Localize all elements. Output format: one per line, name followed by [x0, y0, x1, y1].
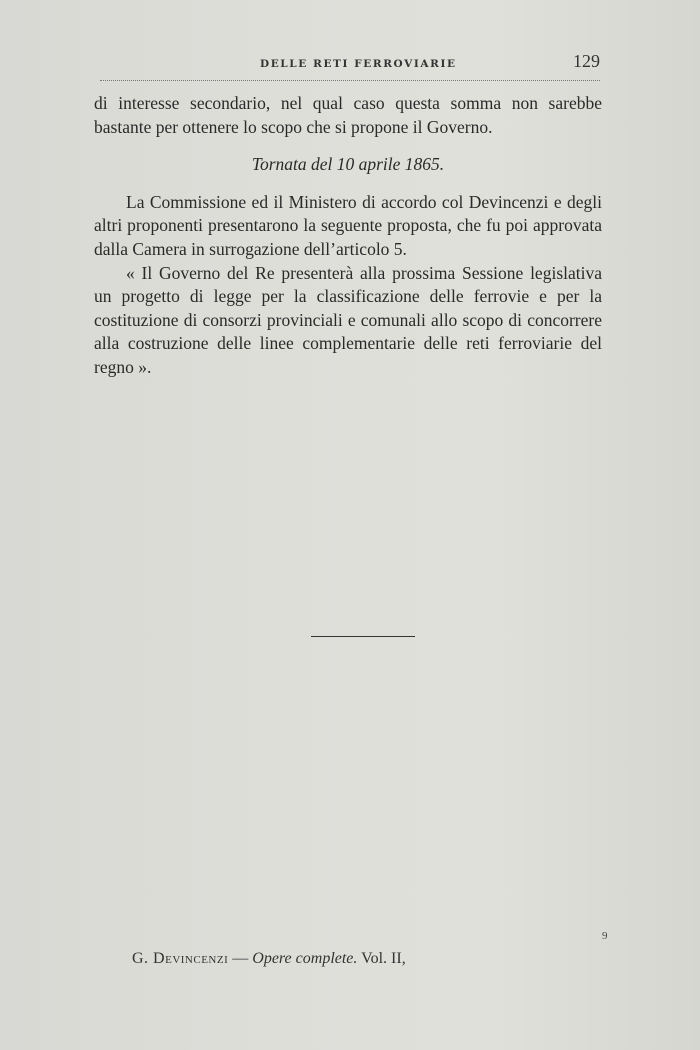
- footer-line: [132, 950, 406, 968]
- footer-work-title: Opere complete.: [252, 950, 358, 967]
- signature-mark: 9: [602, 930, 608, 942]
- section-end-rule: [311, 636, 415, 637]
- running-title: DELLE RETI FERROVIARIE: [260, 58, 457, 70]
- page-number: 129: [573, 51, 600, 71]
- paragraph-quote: « Il Governo del Re presenterà alla prossima Sessione legislativa un progetto di legge per la classificazione delle ferrovie e per la costituzione di consorzi provinciali e comunali allo scopo di concorrere alla costruzione delle linee complementarie delle reti ferroviarie del regno ».: [94, 262, 602, 377]
- running-head: [100, 51, 600, 82]
- header-rule: [100, 80, 600, 81]
- footer-author: G. Devincenzi: [132, 950, 229, 967]
- paragraph-continuation: di interesse secondario, nel qual caso questa somma non sarebbe bastante per ottenere lo scopo che si propone il Governo.: [94, 93, 602, 137]
- paragraph-commission: La Commissione ed il Ministero di accordo col Devincenzi e degli altri proponenti presentarono la seguente proposta, che fu poi approvata dalla Camera in surrogazione dell’articolo 5.: [94, 191, 602, 259]
- session-heading: Tornata del 10 aprile 1865.: [251, 154, 445, 175]
- footer-separator: —: [228, 950, 253, 967]
- footer-volume: Vol. II,: [357, 950, 406, 967]
- body-text: [94, 92, 602, 380]
